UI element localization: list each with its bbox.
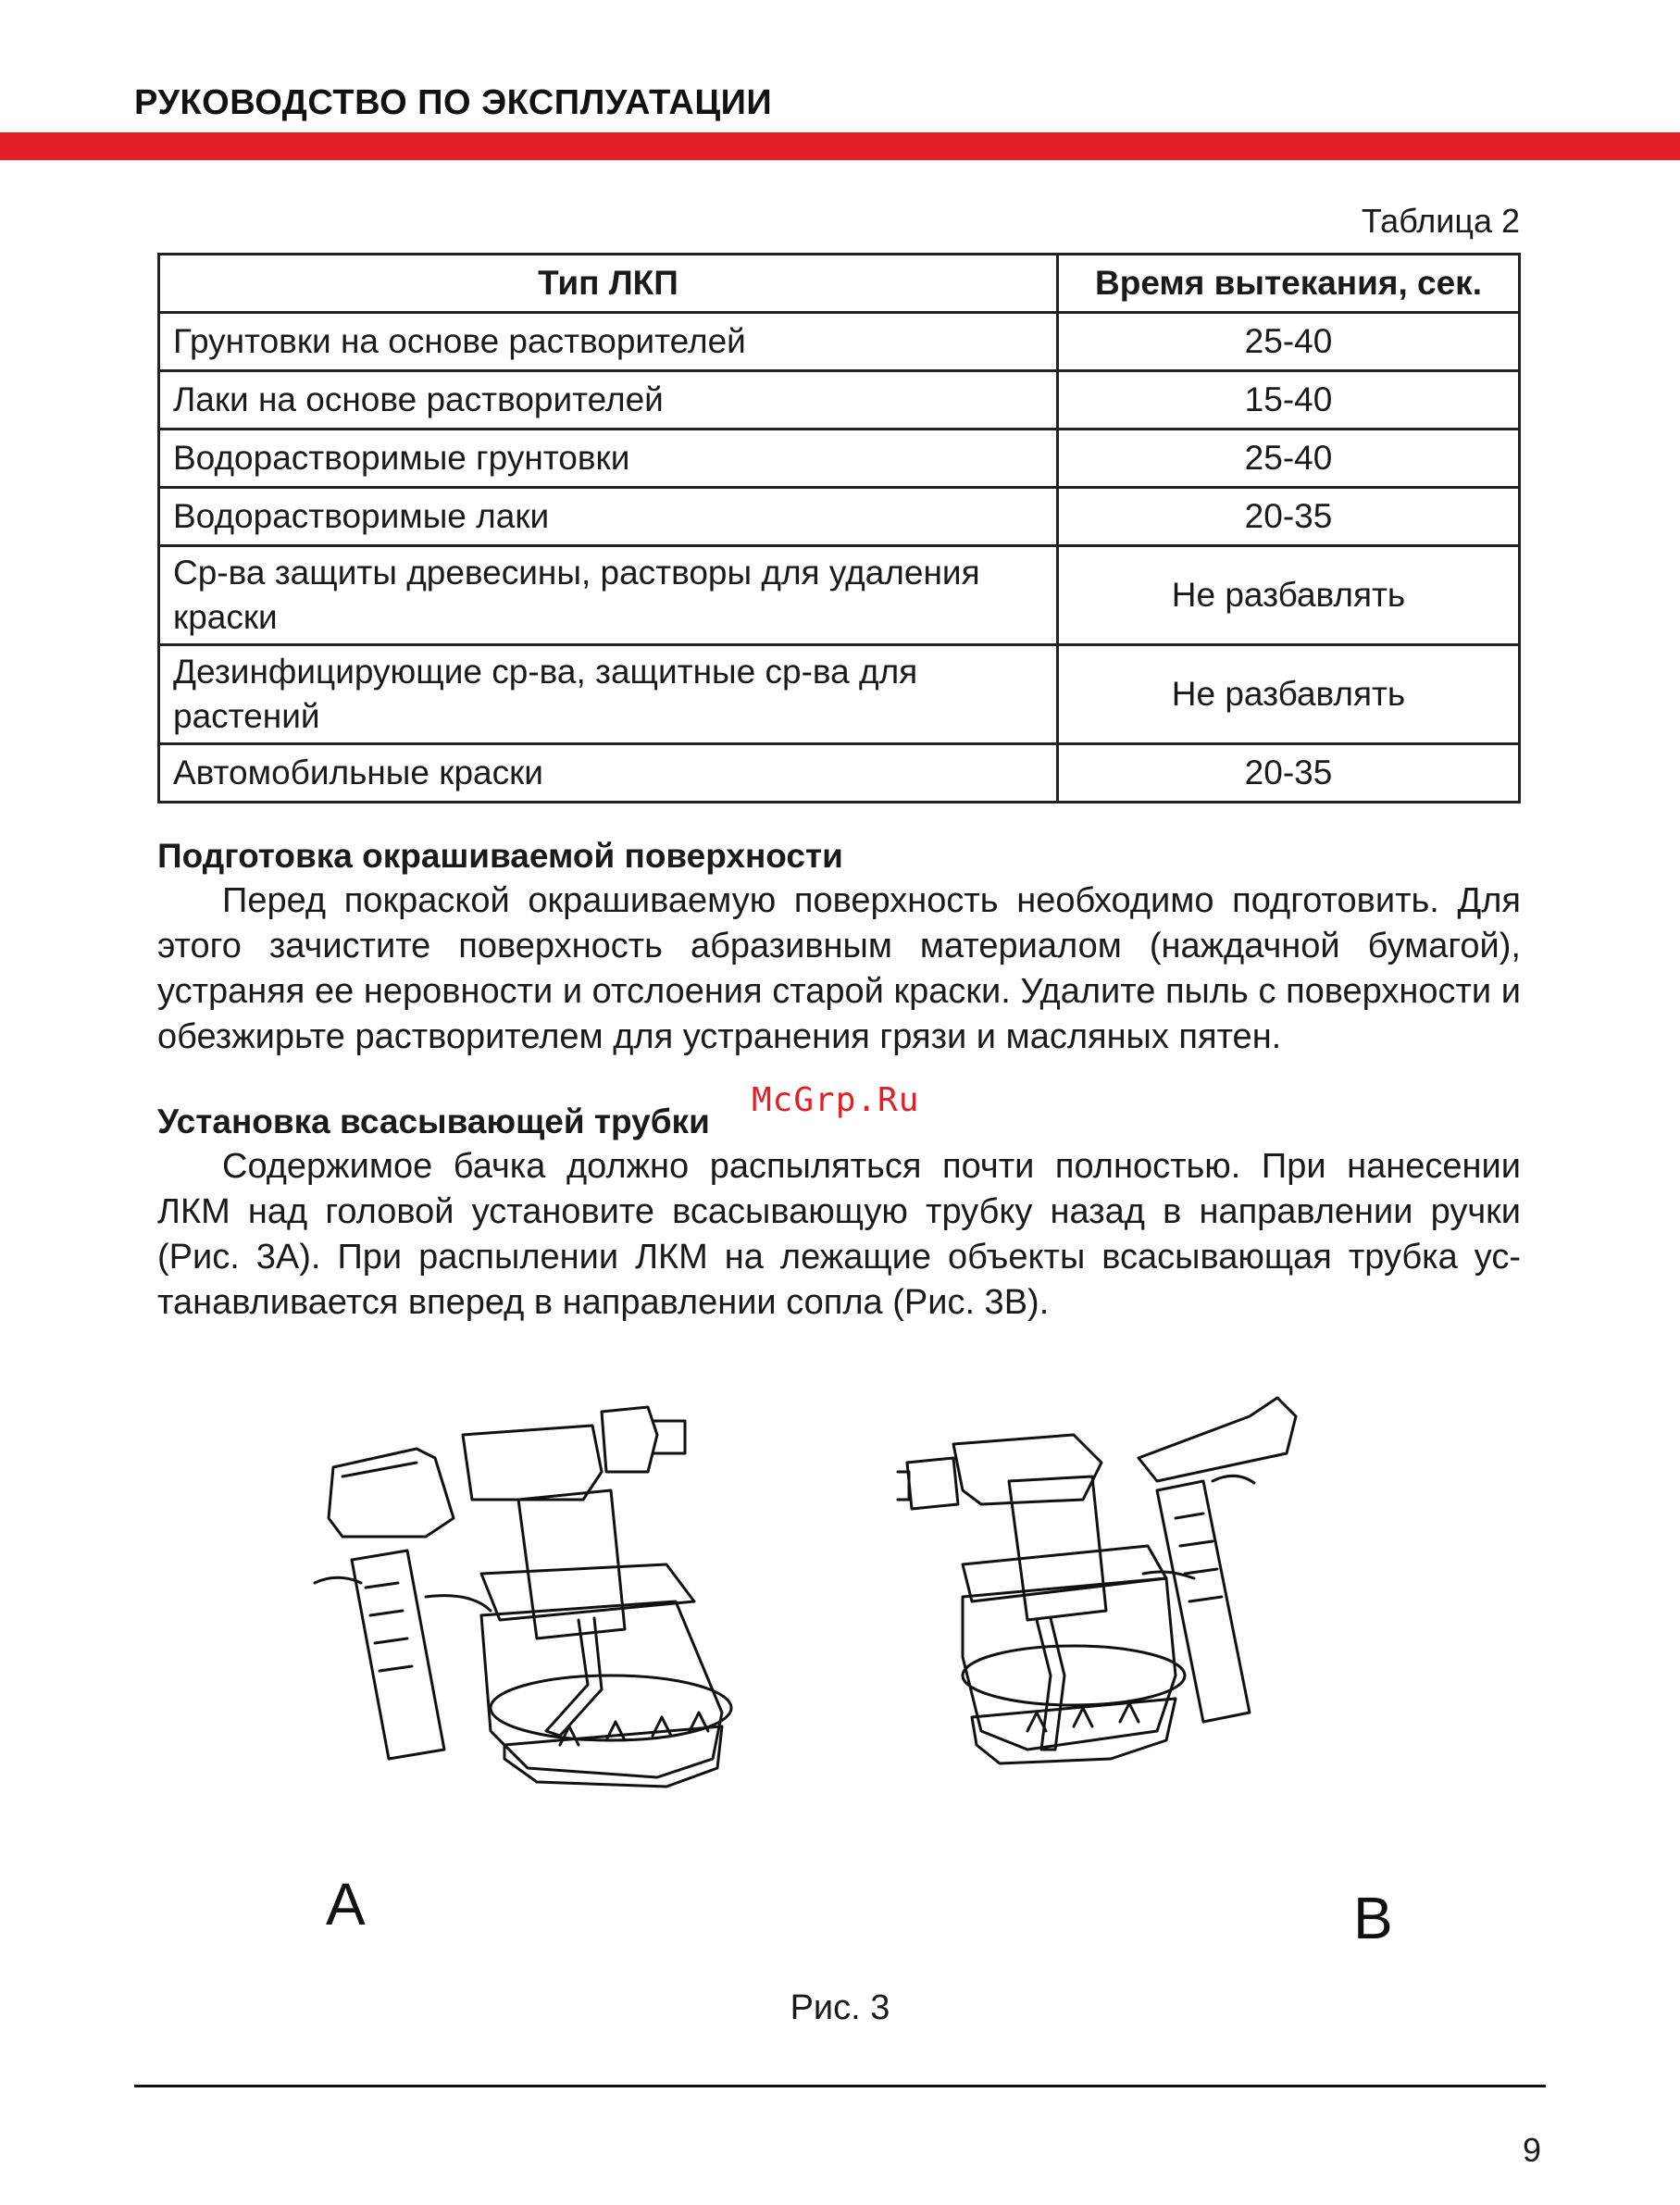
table-cell-time: 20-35	[1058, 744, 1520, 803]
section-heading: Установка всасывающей трубки	[157, 1102, 710, 1140]
thinning-table	[157, 253, 1521, 804]
table-cell-type: Грунтовки на основе растворителей	[159, 313, 1058, 371]
table-cell-time: 25-40	[1058, 313, 1520, 371]
suction-tube-section	[157, 1099, 1521, 1326]
table-cell-type: Водорастворимые грунтовки	[159, 430, 1058, 488]
figure-3	[305, 1379, 1416, 1953]
table-cell-type: Лаки на основе растворителей	[159, 371, 1058, 430]
table-row	[159, 546, 1520, 645]
figure-label-a: A	[326, 1871, 366, 1937]
figure-label-b: B	[1353, 1885, 1393, 1951]
table-cell-time: 15-40	[1058, 371, 1520, 430]
surface-preparation-section	[157, 833, 1521, 1060]
table-header-row	[159, 255, 1520, 313]
table-cell-time: 25-40	[1058, 430, 1520, 488]
table-cell-time: Не разбавлять	[1058, 645, 1520, 744]
watermark: McGrp.Ru	[752, 1081, 920, 1119]
footer-divider	[134, 2085, 1546, 2087]
table-row	[159, 371, 1520, 430]
table-header-time: Время вытекания, сек.	[1058, 255, 1520, 313]
table-cell-type: Водорастворимые лаки	[159, 488, 1058, 546]
spray-gun-a-illustration	[315, 1407, 731, 1787]
spray-gun-illustrations	[305, 1379, 1416, 1953]
table-caption: Таблица 2	[1361, 202, 1520, 240]
table-cell-type: Дезинфицирующие ср-ва, защитные ср-ва для растений	[159, 645, 1058, 744]
table-row	[159, 313, 1520, 371]
table-row	[159, 645, 1520, 744]
table-row	[159, 430, 1520, 488]
table-cell-time: 20-35	[1058, 488, 1520, 546]
spray-gun-b-illustration	[898, 1398, 1296, 1763]
table-cell-type: Ср-ва защиты древесины, растворы для удаления краски	[159, 546, 1058, 645]
section-paragraph: Содержимое бачка должно распыляться почти полностью. При нанесении ЛКМ над головой установите всасывающую трубку назад в направлении ручки (Рис. 3А). При распылении ЛКМ на лежащие объекты всасывающая трубка устанавливается вперед в направлении сопла (Рис. 3В).	[157, 1147, 1521, 1322]
table-cell-time: Не разбавлять	[1058, 546, 1520, 645]
document-header-title: РУКОВОДСТВО ПО ЭКСПЛУАТАЦИИ	[134, 83, 773, 122]
header-red-bar	[0, 132, 1680, 160]
table-row	[159, 744, 1520, 803]
table-header-type: Тип ЛКП	[159, 255, 1058, 313]
page-number: 9	[1522, 2131, 1541, 2169]
table-cell-type: Автомобильные краски	[159, 744, 1058, 803]
table-row	[159, 488, 1520, 546]
section-paragraph: Перед покраской окрашиваемую поверхность необходимо подготовить. Для этого зачистите поверхность абразивным материалом (наждачной бумагой), устраняя ее неровности и отслоения старой краски. Удалите пыль с поверхности и обезжирьте растворителем для устранения грязи и масляных пятен.	[157, 881, 1521, 1056]
figure-caption: Рис. 3	[790, 1988, 890, 2027]
section-heading: Подготовка окрашиваемой поверхности	[157, 837, 843, 875]
